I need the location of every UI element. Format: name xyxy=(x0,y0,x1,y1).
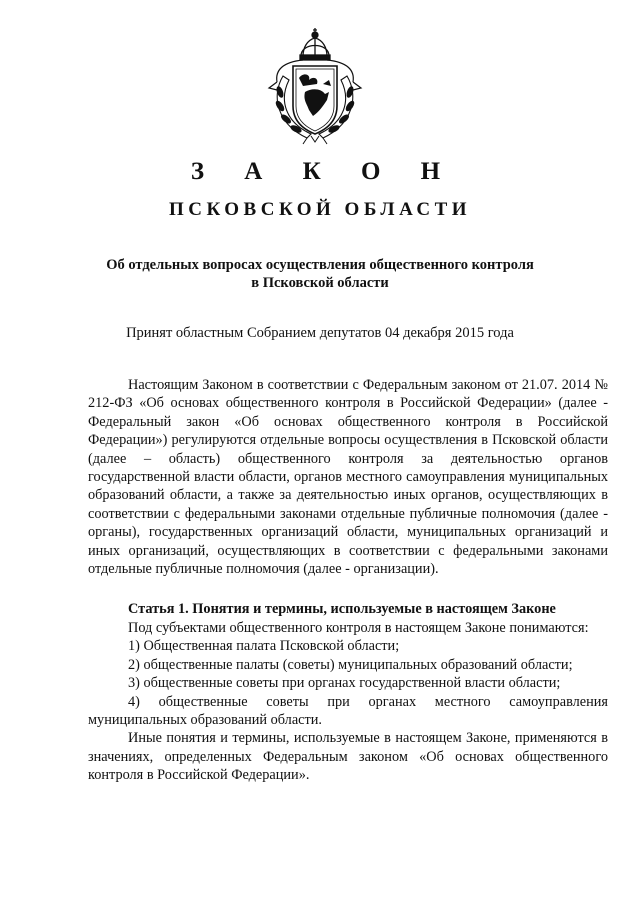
law-name xyxy=(80,256,560,292)
document-title: З А К О Н xyxy=(190,158,458,185)
article-1-closing: Иные понятия и термины, используемые в настоящем Законе, применяются в значениях, определенных Федеральным законом «Об основах общественного контроля в Российской Федерации». xyxy=(88,730,608,784)
law-name-line1: Об отдельных вопросах осуществления общественного контроля xyxy=(106,257,534,273)
law-name-line2: в Псковской области xyxy=(251,275,389,291)
article-1-title: Статья 1. Понятия и термины, используемые в настоящем Законе xyxy=(128,601,556,618)
document-body xyxy=(88,376,608,785)
list-item: 3) общественные советы при органах государственной власти области; xyxy=(128,675,561,692)
list-item: 1) Общественная палата Псковской области; xyxy=(128,638,400,655)
list-item: 2) общественные палаты (советы) муниципальных образований области; xyxy=(128,656,573,673)
adoption-note: Принят областным Собранием депутатов 04 декабря 2015 года xyxy=(126,325,514,341)
preamble-paragraph: Настоящим Законом в соответствии с Федеральным законом от 21.07. 2014 № 212-ФЗ «Об основах общественного контроля в Российской Федерации» (далее - Федеральный закон «Об основах общественного контроля в Российской Федерации») регулируются отдельные вопросы осуществления в Псковской области (далее – область) общественного контроля за деятельностью органов государственной власти области, органов местного самоуправления муниципальных образований области, а также за деятельностью иных органов, осуществляющих в соответствии с федеральными законами отдельные публичные полномочия (далее - органы), государственных организаций области, муниципальных организаций и иных организаций, осуществляющих в соответствии с федеральными законами отдельные публичные полномочия (далее - организации). xyxy=(88,377,608,578)
list-item: 4) общественные советы при органах местного самоуправления муниципальных образований области. xyxy=(88,693,608,728)
pskov-coat-of-arms-emblem xyxy=(263,26,367,148)
article-1-intro: Под субъектами общественного контроля в настоящем Законе понимаются: xyxy=(128,619,589,636)
document-subtitle: ПСКОВСКОЙ ОБЛАСТИ xyxy=(168,199,472,220)
